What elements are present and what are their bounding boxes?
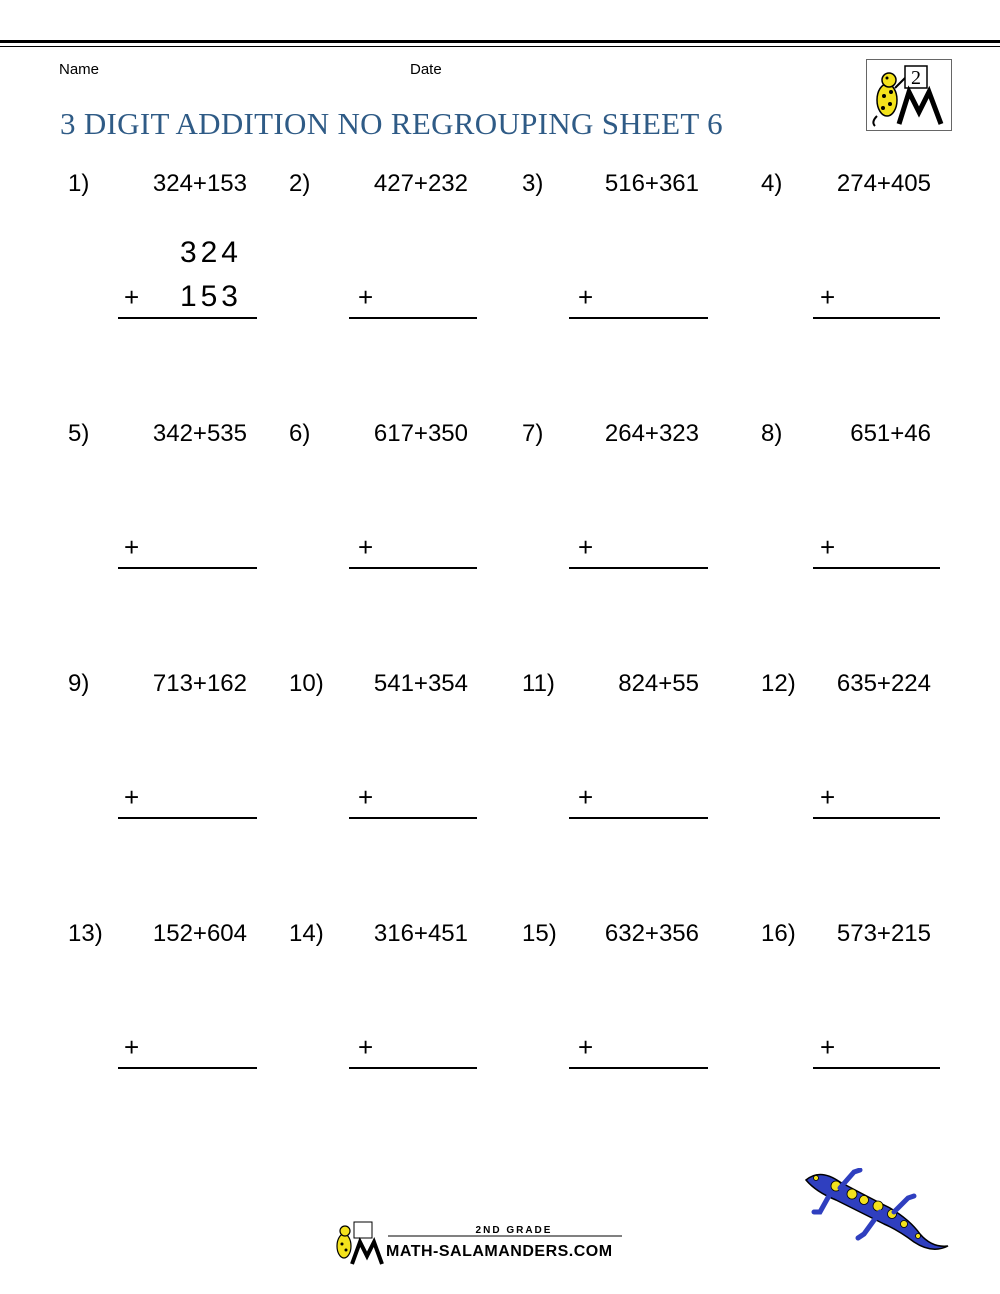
- problem-expression: 713+162: [152, 670, 247, 697]
- problem-expression: 824+55: [618, 670, 699, 697]
- problem-1: [68, 170, 311, 350]
- plus-sign: +: [358, 532, 374, 562]
- problem-5: [68, 420, 311, 600]
- date-label: Date: [410, 61, 442, 78]
- problem-number: 10): [289, 670, 324, 697]
- answer-line: [569, 817, 708, 819]
- plus-sign: +: [820, 532, 836, 562]
- problem-number: 9): [68, 670, 90, 697]
- answer-line: [813, 1067, 940, 1069]
- problem-expression: 152+604: [152, 920, 247, 947]
- plus-sign: +: [358, 282, 374, 312]
- problem-number: 5): [68, 420, 90, 447]
- problem-number: 3): [522, 170, 544, 197]
- problem-number: 11): [522, 670, 555, 697]
- problem-number: 6): [289, 420, 311, 447]
- plus-sign: +: [578, 282, 594, 312]
- problem-11: [522, 670, 762, 850]
- answer-line: [349, 317, 477, 319]
- problem-number: 4): [761, 170, 783, 197]
- plus-sign: +: [358, 1032, 374, 1062]
- answer-line: [813, 567, 940, 569]
- answer-line: [118, 567, 257, 569]
- problem-expression: 573+215: [836, 920, 931, 947]
- top-rule: [0, 40, 1000, 43]
- problem-expression: 516+361: [604, 170, 699, 197]
- plus-sign: +: [578, 532, 594, 562]
- answer-line: [118, 317, 257, 319]
- problem-expression: 541+354: [373, 670, 468, 697]
- brand-salamander-icon: [332, 1220, 624, 1266]
- problem-number: 13): [68, 920, 103, 947]
- answer-line: [813, 817, 940, 819]
- problem-expression: 635+224: [836, 670, 931, 697]
- problem-expression: 264+323: [604, 420, 699, 447]
- problem-2: [289, 170, 529, 350]
- problem-4: [761, 170, 1000, 350]
- brand-logo: [332, 1220, 624, 1266]
- problem-number: 16): [761, 920, 796, 947]
- problem-10: [289, 670, 529, 850]
- problem-expression: 324+153: [152, 170, 247, 197]
- plus-sign: +: [820, 1032, 836, 1062]
- problem-9: [68, 670, 308, 850]
- salamander-icon: [800, 1168, 952, 1258]
- problem-number: 2): [289, 170, 311, 197]
- problem-12: [761, 670, 1000, 850]
- example-top-number: 324: [179, 236, 242, 269]
- problem-14: [289, 920, 529, 1100]
- logo-grade: 2: [911, 67, 921, 89]
- problem-number: 15): [522, 920, 557, 947]
- top-rule-thin: [0, 46, 1000, 47]
- problem-7: [522, 420, 762, 600]
- plus-sign: +: [358, 782, 374, 812]
- problem-number: 7): [522, 420, 544, 447]
- salamander-illustration: [800, 1168, 952, 1258]
- problem-number: 1): [68, 170, 90, 197]
- problem-16: [761, 920, 1000, 1100]
- problem-expression: 617+350: [373, 420, 468, 447]
- plus-sign: +: [578, 1032, 594, 1062]
- plus-sign: +: [578, 782, 594, 812]
- problem-8: [761, 420, 1000, 600]
- answer-line: [118, 817, 257, 819]
- example-bottom-number: 153: [179, 280, 242, 313]
- logo: [866, 59, 952, 131]
- salamander-logo-icon: [867, 60, 951, 130]
- plus-sign: +: [124, 532, 140, 562]
- answer-line: [349, 817, 477, 819]
- problem-expression: 342+535: [152, 420, 247, 447]
- problem-number: 14): [289, 920, 324, 947]
- brand-site-text: MATH-SALAMANDERS.COM: [386, 1243, 613, 1260]
- plus-sign: +: [124, 282, 140, 312]
- brand-grade-text: 2ND GRADE: [475, 1225, 553, 1236]
- answer-line: [118, 1067, 257, 1069]
- answer-line: [813, 317, 940, 319]
- problem-number: 12): [761, 670, 796, 697]
- answer-line: [569, 567, 708, 569]
- problem-6: [289, 420, 529, 600]
- problem-15: [522, 920, 762, 1100]
- problem-3: [522, 170, 762, 350]
- plus-sign: +: [124, 782, 140, 812]
- plus-sign: +: [820, 282, 836, 312]
- answer-line: [569, 1067, 708, 1069]
- answer-line: [569, 317, 708, 319]
- name-label: Name: [59, 61, 100, 78]
- problem-expression: 316+451: [373, 920, 468, 947]
- answer-line: [349, 567, 477, 569]
- problem-expression: 632+356: [604, 920, 699, 947]
- problem-13: [68, 920, 308, 1100]
- problem-expression: 427+232: [373, 170, 468, 197]
- answer-line: [349, 1067, 477, 1069]
- problem-number: 8): [761, 420, 783, 447]
- page-title: 3 DIGIT ADDITION NO REGROUPING SHEET 6: [60, 106, 723, 141]
- problem-expression: 274+405: [836, 170, 931, 197]
- problem-expression: 651+46: [850, 420, 931, 447]
- plus-sign: +: [820, 782, 836, 812]
- plus-sign: +: [124, 1032, 140, 1062]
